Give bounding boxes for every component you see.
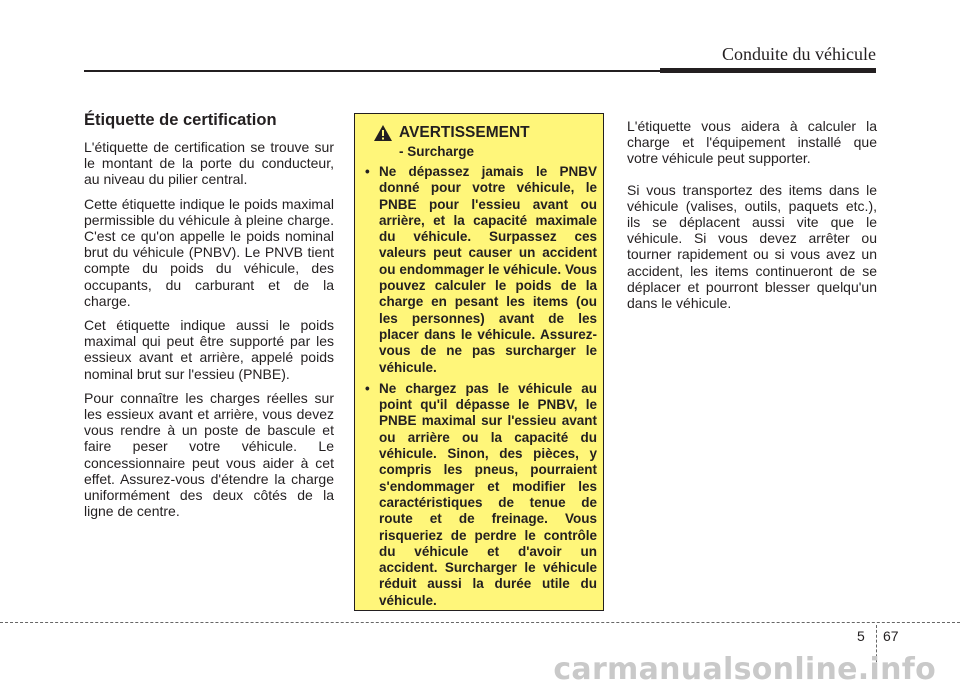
paragraph: Cette étiquette indique le poids maximal permissible du véhicule à pleine charge. C'est ce qu'on appelle le poids nominal brut du véhicule (PNBV). Le PNVB tient compte du poids du véhicule, des occupants, du carburant et de la charge.	[84, 195, 334, 309]
paragraph: L'étiquette vous aidera à calculer la charge et l'équipement installé que votre véhicule peut supporter.	[627, 118, 877, 167]
warning-title: AVERTISSEMENT	[399, 124, 530, 141]
header-rule	[84, 70, 662, 72]
section-heading: Étiquette de certification	[84, 111, 277, 129]
warning-item: • Ne chargez pas le véhicule au point qu'il dépasse le PNBV, le PNBE maximal sur l'essieu avant ou arrière ou la capacité du véhicule. Sinon, des pièces, y compris les pneus, pourraient s'endommager et modifier les caractéristiques de tenue de route et de freinage. Vous risqueriez de perdre le contrôle du véhicule et d'avoir un accident. Surcharger le véhicule réduit aussi la durée utile du véhicule.	[363, 381, 597, 609]
left-column	[84, 110, 334, 527]
paragraph: Cet étiquette indique aussi le poids maximal qui peut être supporté par les essieux avant et arrière, appelé poids nominal brut sur l'essieu (PNBE).	[84, 317, 334, 382]
watermark: carmanualsonline.info	[553, 652, 936, 687]
warning-subtitle: - Surcharge	[399, 144, 475, 159]
warning-list	[363, 164, 597, 609]
page-number: 67	[883, 628, 899, 644]
right-column	[627, 118, 877, 326]
chapter-number: 5	[857, 628, 865, 644]
paragraph: Pour connaître les charges réelles sur les essieux avant et arrière, vous devez vous rendre à un poste de bascule et faire peser votre véhicule. Le concessionnaire peut vous aider à cet effet. Assurez-vous d'étendre la charge uniformément des deux côtés de la ligne de centre.	[84, 389, 334, 520]
warning-header	[373, 124, 597, 142]
paragraph: Si vous transportez des items dans le véhicule (valises, outils, paquets etc.), ils se déplacent aussi vite que le véhicule. Si vous devez arrêter ou tourner rapidement ou si vous avez un accident, les items continueront de se déplacer et pourront blesser quelqu'un dans le véhicule.	[627, 181, 877, 312]
warning-triangle-icon	[373, 124, 393, 142]
page-header-title: Conduite du véhicule	[722, 44, 876, 64]
footer-rule	[0, 622, 960, 623]
warning-box	[354, 113, 604, 611]
paragraph: L'étiquette de certification se trouve sur le montant de la porte du conducteur, au niveau du pilier central.	[84, 139, 334, 188]
warning-item: • Ne dépassez jamais le PNBV donné pour votre véhicule, le PNBE pour l'essieu avant ou arrière, et la capacité maximale du véhicule. Surpassez ces valeurs peut causer un accident ou endommager le véhicule. Vous pouvez calculer le poids de la charge en pesant les items (ou les personnes) avant de les placer dans le véhicule. Assurez-vous de ne pas surcharger le véhicule.	[363, 164, 597, 376]
header-rule-thick	[660, 68, 876, 73]
